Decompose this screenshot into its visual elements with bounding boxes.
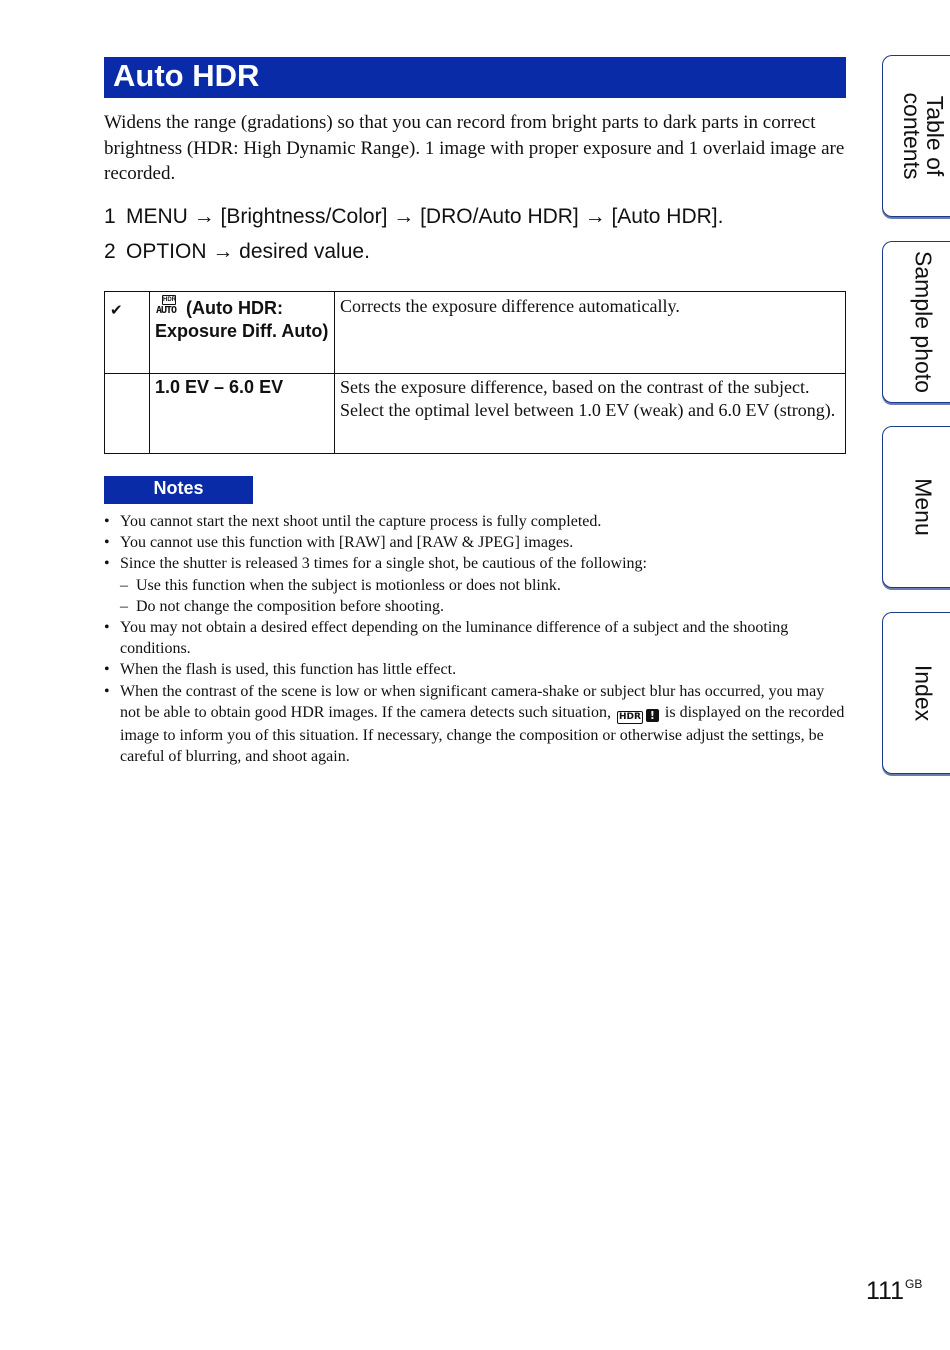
auto-icon-label: AUTO <box>156 305 177 316</box>
step-text: OPTION → desired value. <box>126 240 370 263</box>
page-suffix: GB <box>905 1277 923 1291</box>
tab-label: Index <box>910 664 936 722</box>
tab-menu[interactable] <box>882 426 950 588</box>
note-item: • You may not obtain a desired effect depending on the luminance difference of a subject and the shooting conditions. <box>104 619 789 658</box>
step-number: 1 <box>104 205 116 228</box>
step-1 <box>104 204 846 230</box>
description-cell: Sets the exposure difference, based on the contrast of the subject. Select the optimal level between 1.0 EV (weak) and 6.0 EV (strong). <box>340 377 836 420</box>
default-check-icon: ✔ <box>110 301 123 319</box>
tab-table-of-contents[interactable] <box>882 55 950 217</box>
notes-heading: Notes <box>104 476 253 504</box>
step-text: MENU → [Brightness/Color] → [DRO/Auto HDR] → [Auto HDR]. <box>126 205 724 228</box>
step-number: 2 <box>104 240 116 263</box>
tab-label: Table of contents <box>898 92 948 180</box>
description-cell: Corrects the exposure difference automatically. <box>340 296 680 316</box>
page-title-bar <box>104 57 846 98</box>
hdr-auto-icon <box>155 295 181 317</box>
tab-sample-photo[interactable] <box>882 241 950 403</box>
option-label: (Auto HDR: Exposure Diff. Auto) <box>155 298 329 341</box>
hdr-icon-label: HDR <box>163 297 176 303</box>
note-item: • You cannot start the next shoot until the capture process is fully completed. <box>104 513 602 530</box>
note-item: • When the contrast of the scene is low or when significant camera-shake or subject blur has occurred, you may not be able to obtain good HDR images. If the camera detects such situation, HDR ! is displayed on the recorded image to inform you of this situation. If necessary, change the composition or otherwise adjust the settings, be careful of blurring, and shoot again. <box>104 682 845 766</box>
option-cell <box>155 295 330 343</box>
note-subitem: – Do not change the composition before shooting. <box>120 597 444 615</box>
table-row <box>105 292 845 374</box>
note-item: • When the flash is used, this function has little effect. <box>104 661 457 679</box>
note-item: • You cannot use this function with [RAW] and [RAW & JPEG] images. <box>104 534 574 552</box>
note-subitem: – Use this function when the subject is motionless or does not blink. <box>120 576 561 594</box>
step-2 <box>104 239 846 265</box>
option-label: 1.0 EV – 6.0 EV <box>155 377 284 397</box>
tab-index[interactable] <box>882 612 950 774</box>
tab-label: Sample photo <box>910 251 936 393</box>
note-item: • Since the shutter is released 3 times for a single shot, be cautious of the following: <box>104 555 647 573</box>
intro-paragraph: Widens the range (gradations) so that you can record from bright parts to dark parts in correct brightness (HDR: High Dynamic Range). 1 image with proper exposure and 1 overlaid image are recorded. <box>104 112 845 184</box>
hdr-warning-icon: HDR ! <box>617 704 659 725</box>
tab-label: Menu <box>910 478 936 536</box>
page-number: $111^{GB}$ <box>866 1277 923 1305</box>
page-title: Auto HDR <box>113 58 260 93</box>
notes-list <box>104 511 846 767</box>
table-row <box>105 373 845 453</box>
options-table <box>104 291 846 454</box>
